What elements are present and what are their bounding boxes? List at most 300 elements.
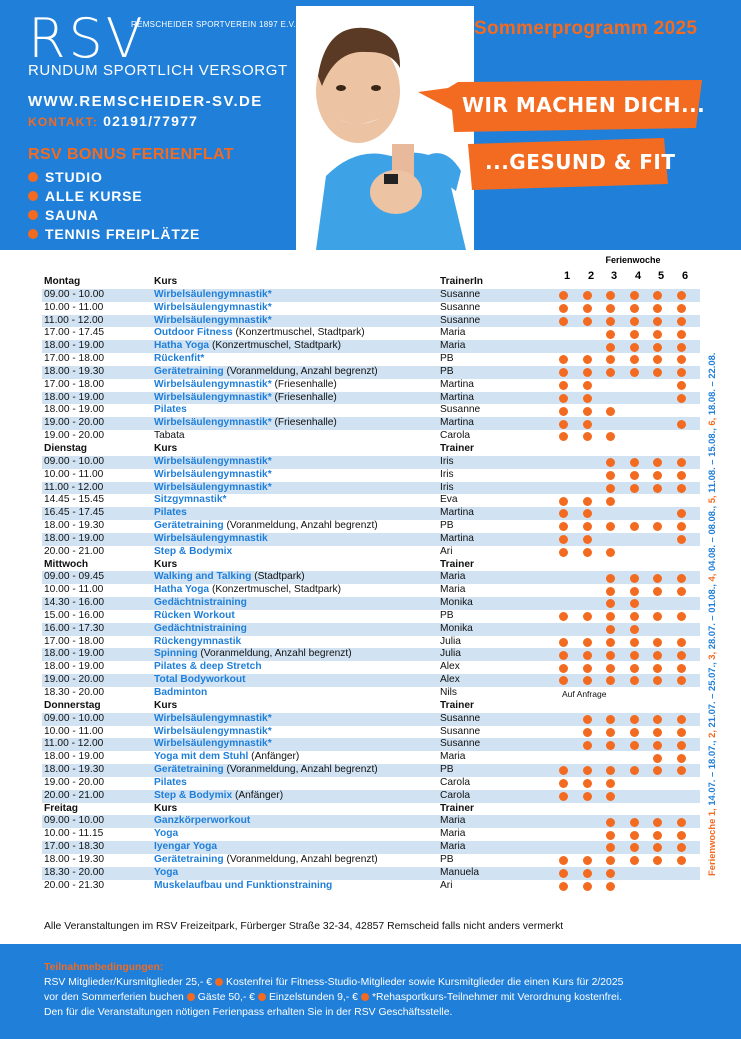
- table-row: [42, 867, 700, 880]
- bullet-icon: [28, 229, 38, 239]
- week-availability: [559, 623, 719, 636]
- week-availability: [559, 738, 719, 751]
- course-cell: [154, 803, 177, 816]
- time-cell: 17.00 - 18.00: [44, 353, 105, 365]
- week-6-dot: [677, 664, 686, 673]
- course-name: Gerätetraining: [154, 520, 224, 532]
- trainer-cell: Carola: [440, 776, 471, 788]
- week-3-dot: [606, 458, 615, 467]
- trainer-cell: Susanne: [440, 288, 481, 300]
- holiday-weeks-dates: [706, 336, 717, 876]
- on-request-note: Auf Anfrage: [562, 689, 607, 699]
- week-4-dot: [630, 291, 639, 300]
- week-5-dot: [653, 651, 662, 660]
- week-4-dot: [630, 612, 639, 621]
- week-availability: [559, 366, 719, 379]
- week-label: 5,: [706, 492, 717, 504]
- time-cell: 18.00 - 19.00: [44, 404, 105, 416]
- rsv-logo: RSV: [28, 7, 146, 70]
- week-6-dot: [677, 843, 686, 852]
- table-row: [42, 366, 700, 379]
- time-cell: 10.00 - 11.00: [44, 584, 104, 596]
- week-label: 6,: [706, 415, 717, 426]
- week-4-dot: [630, 368, 639, 377]
- week-2-dot: [583, 869, 592, 878]
- course-cell: [154, 713, 272, 726]
- week-5-dot: [653, 843, 662, 852]
- course-cell: [154, 482, 272, 495]
- week-1-dot: [559, 420, 568, 429]
- table-row: [42, 648, 700, 661]
- time-cell: 18.00 - 19.30: [44, 764, 105, 776]
- table-row: [42, 315, 700, 328]
- course-cell: [154, 867, 178, 880]
- trainer-cell: Maria: [440, 571, 466, 583]
- table-row: [42, 777, 700, 790]
- week-1-dot: [559, 676, 568, 685]
- trainer-cell: Iris: [440, 481, 454, 493]
- week-2-dot: [583, 509, 592, 518]
- course-cell: [154, 289, 272, 302]
- course-name: Step & Bodymix: [154, 545, 233, 557]
- course-cell: [154, 880, 332, 893]
- week-2-dot: [583, 728, 592, 737]
- week-5-dot: [653, 612, 662, 621]
- week-6-dot: [677, 715, 686, 724]
- week-date-range: 11.08. – 15.08.,: [706, 425, 717, 493]
- table-row: [42, 610, 700, 623]
- week-2-dot: [583, 317, 592, 326]
- week-1-dot: [559, 317, 568, 326]
- course-name: Gedächtnistraining: [154, 597, 247, 609]
- week-number: 6: [681, 270, 689, 282]
- week-availability: [559, 841, 719, 854]
- time-cell: 20.00 - 21.30: [44, 879, 105, 891]
- week-date-range: 18.08. – 22.08.: [706, 352, 717, 416]
- course-note: (Konzertmuschel, Stadtpark): [232, 327, 365, 339]
- course-cell: [154, 315, 272, 328]
- time-cell: 20.00 - 21.00: [44, 789, 105, 801]
- trainer-cell: Ari: [440, 879, 453, 891]
- week-6-dot: [677, 587, 686, 596]
- week-6-dot: [677, 535, 686, 544]
- week-5-dot: [653, 587, 662, 596]
- time-cell: 17.00 - 18.00: [44, 378, 105, 390]
- course-cell: [154, 443, 177, 456]
- week-5-dot: [653, 291, 662, 300]
- trainer-cell: Susanne: [440, 725, 481, 737]
- week-4-dot: [630, 458, 639, 467]
- week-6-dot: [677, 330, 686, 339]
- table-row: [42, 520, 700, 533]
- week-2-dot: [583, 432, 592, 441]
- week-2-dot: [583, 651, 592, 660]
- week-2-dot: [583, 856, 592, 865]
- week-availability: [559, 636, 719, 649]
- week-2-dot: [583, 291, 592, 300]
- course-cell: [154, 751, 299, 764]
- week-2-dot: [583, 381, 592, 390]
- time-cell: 09.00 - 10.00: [44, 288, 105, 300]
- week-1-dot: [559, 509, 568, 518]
- course-cell: [154, 469, 272, 482]
- week-3-dot: [606, 792, 615, 801]
- week-availability: [559, 430, 719, 443]
- week-4-dot: [630, 843, 639, 852]
- week-5-dot: [653, 484, 662, 493]
- time-cell: 18.00 - 19.30: [44, 365, 105, 377]
- trainer-cell: Maria: [440, 584, 466, 596]
- week-6-dot: [677, 368, 686, 377]
- trainer-cell: TrainerIn: [440, 276, 484, 287]
- week-2-dot: [583, 522, 592, 531]
- trainer-cell: Martina: [440, 417, 474, 429]
- table-row: [42, 880, 700, 893]
- course-name: Wirbelsäulengymnastik*: [154, 481, 272, 493]
- week-4-dot: [630, 676, 639, 685]
- trainer-cell: Trainer: [440, 699, 474, 711]
- table-row: [42, 456, 700, 469]
- course-name: Step & Bodymix: [154, 789, 233, 801]
- week-1-dot: [559, 856, 568, 865]
- trainer-cell: PB: [440, 520, 454, 532]
- week-2-dot: [583, 766, 592, 775]
- day-name: Donnerstag: [44, 699, 101, 711]
- week-availability: [559, 777, 719, 790]
- week-3-dot: [606, 355, 615, 364]
- conditions-line-3: Den für die Veranstaltungen nötigen Ferienpass erhalten Sie in der RSV Geschäftsstelle.: [44, 1007, 453, 1018]
- course-cell: [154, 456, 272, 469]
- week-availability: [559, 751, 719, 764]
- week-4-dot: [630, 522, 639, 531]
- week-3-dot: [606, 497, 615, 506]
- week-2-dot: [583, 548, 592, 557]
- week-6-dot: [677, 638, 686, 647]
- week-5-dot: [653, 574, 662, 583]
- week-3-dot: [606, 651, 615, 660]
- week-3-dot: [606, 766, 615, 775]
- course-cell: [154, 841, 217, 854]
- week-availability: [559, 482, 719, 495]
- course-cell: [154, 392, 337, 405]
- time-cell: 10.00 - 11.15: [44, 828, 104, 840]
- week-availability: [559, 790, 719, 803]
- trainer-cell: Julia: [440, 635, 461, 647]
- week-6-dot: [677, 471, 686, 480]
- course-note: (Voranmeldung, Anzahl begrenzt): [223, 853, 378, 865]
- conditions-line-1: RSV Mitglieder/Kursmitglieder 25,- € Kostenfrei für Fitness-Studio-Mitglieder sowie Kursmitglieder die einen Kurs für 2/2025: [44, 977, 624, 988]
- course-note: (Voranmeldung, Anzahl begrenzt): [197, 648, 352, 660]
- week-5-dot: [653, 458, 662, 467]
- trainer-cell: PB: [440, 853, 454, 865]
- week-4-dot: [630, 715, 639, 724]
- trainer-cell: Carola: [440, 789, 471, 801]
- time-cell: 17.00 - 17.45: [44, 327, 105, 339]
- week-6-dot: [677, 304, 686, 313]
- course-name: Gerätetraining: [154, 853, 224, 865]
- trainer-cell: Maria: [440, 751, 466, 763]
- week-1-dot: [559, 522, 568, 531]
- course-cell: [154, 636, 241, 649]
- week-4-dot: [630, 330, 639, 339]
- course-name: Wirbelsäulengymnastik*: [154, 378, 272, 390]
- table-row: [42, 327, 700, 340]
- week-availability: [559, 340, 719, 353]
- bullet-icon: [215, 978, 223, 986]
- week-4-dot: [630, 304, 639, 313]
- table-row: [42, 687, 700, 700]
- table-row: [42, 661, 700, 674]
- course-cell: [154, 584, 341, 597]
- course-name: Wirbelsäulengymnastik*: [154, 455, 272, 467]
- course-name: Wirbelsäulengymnastik*: [154, 301, 272, 313]
- course-cell: [154, 648, 352, 661]
- week-availability: [559, 828, 719, 841]
- time-cell: 17.00 - 18.00: [44, 635, 105, 647]
- bullet-icon: [258, 993, 266, 1001]
- table-row: [42, 584, 700, 597]
- trainer-cell: Susanne: [440, 712, 481, 724]
- week-date-range: 21.07. – 25.07.,: [706, 659, 717, 728]
- trainer-cell: Maria: [440, 828, 466, 840]
- course-cell: [154, 302, 272, 315]
- table-row: [42, 469, 700, 482]
- week-1-dot: [559, 394, 568, 403]
- week-5-dot: [653, 664, 662, 673]
- course-cell: [154, 726, 272, 739]
- time-cell: 14.30 - 16.00: [44, 597, 105, 609]
- week-5-dot: [653, 343, 662, 352]
- course-cell: [154, 777, 187, 790]
- week-label: 4,: [706, 571, 717, 582]
- week-2-dot: [583, 676, 592, 685]
- week-6-dot: [677, 291, 686, 300]
- week-4-dot: [630, 587, 639, 596]
- week-6-dot: [677, 394, 686, 403]
- course-name: Total Bodyworkout: [154, 674, 246, 686]
- course-name: Wirbelsäulengymnastik*: [154, 738, 272, 750]
- course-cell: [154, 559, 177, 572]
- week-label: 2,: [706, 727, 717, 738]
- tagline: RUNDUM SPORTLICH VERSORGT: [28, 62, 288, 79]
- week-availability: [559, 469, 719, 482]
- conditions-title: Teilnahmebedingungen:: [44, 962, 164, 973]
- course-name: Badminton: [154, 687, 208, 698]
- week-3-dot: [606, 779, 615, 788]
- day-name: Dienstag: [44, 442, 88, 454]
- table-row: [42, 533, 700, 546]
- trainer-cell: Eva: [440, 494, 458, 506]
- week-2-dot: [583, 792, 592, 801]
- table-row: [42, 507, 700, 520]
- contact-label: KONTAKT:: [28, 115, 99, 129]
- course-cell: [154, 417, 337, 430]
- header-banner: [0, 0, 741, 250]
- week-5-dot: [653, 522, 662, 531]
- week-availability: [559, 674, 719, 687]
- week-3-dot: [606, 715, 615, 724]
- week-5-dot: [653, 676, 662, 685]
- week-5-dot: [653, 754, 662, 763]
- course-name: Kurs: [154, 802, 178, 814]
- week-6-dot: [677, 458, 686, 467]
- week-availability: [559, 546, 719, 559]
- week-number: 3: [610, 270, 618, 282]
- trainer-cell: Maria: [440, 841, 466, 853]
- week-availability: [559, 726, 719, 739]
- week-availability: [559, 661, 719, 674]
- week-4-dot: [630, 625, 639, 634]
- time-cell: 14.45 - 15.45: [44, 494, 105, 506]
- course-cell: [154, 494, 226, 507]
- week-2-dot: [583, 368, 592, 377]
- course-cell: [154, 661, 262, 674]
- week-3-dot: [606, 843, 615, 852]
- course-cell: [154, 700, 177, 713]
- week-availability: [559, 327, 719, 340]
- week-4-dot: [630, 471, 639, 480]
- week-1-dot: [559, 638, 568, 647]
- week-1-dot: [559, 304, 568, 313]
- trainer-cell: Carola: [440, 430, 471, 442]
- week-5-dot: [653, 304, 662, 313]
- trainer-cell: Trainer: [440, 802, 474, 814]
- course-cell: [154, 815, 250, 828]
- trainer-cell: Trainer: [440, 442, 474, 454]
- trainer-cell: Julia: [440, 648, 461, 660]
- table-row: [42, 636, 700, 649]
- week-6-dot: [677, 343, 686, 352]
- week-3-dot: [606, 638, 615, 647]
- week-3-dot: [606, 317, 615, 326]
- contact-number[interactable]: 02191/77977: [103, 113, 199, 129]
- course-name: Pilates: [154, 776, 187, 788]
- week-6-dot: [677, 741, 686, 750]
- week-5-dot: [653, 368, 662, 377]
- trainer-cell: Manuela: [440, 866, 480, 878]
- trainer-cell: Susanne: [440, 738, 481, 750]
- week-4-dot: [630, 728, 639, 737]
- week-4-dot: [630, 317, 639, 326]
- week-4-dot: [630, 651, 639, 660]
- week-availability: [559, 315, 719, 328]
- week-3-dot: [606, 291, 615, 300]
- bullet-icon: [187, 993, 195, 1001]
- trainer-cell: Iris: [440, 468, 454, 480]
- bonus-item: TENNIS FREIPLÄTZE: [28, 224, 200, 243]
- week-1-dot: [559, 869, 568, 878]
- trainer-cell: Martina: [440, 378, 474, 390]
- time-cell: 18.30 - 20.00: [44, 687, 105, 698]
- table-row: [42, 417, 700, 430]
- course-note: (Anfänger): [248, 751, 300, 763]
- time-cell: 18.00 - 19.00: [44, 661, 105, 673]
- course-note: Tabata: [154, 430, 185, 442]
- table-row: [42, 571, 700, 584]
- week-1-dot: [559, 548, 568, 557]
- week-availability: [559, 456, 719, 469]
- week-number: 5: [657, 270, 665, 282]
- table-row: [42, 623, 700, 636]
- week-6-dot: [677, 355, 686, 364]
- week-label: Ferienwoche 1,: [706, 805, 717, 876]
- week-6-dot: [677, 818, 686, 827]
- table-row: [42, 353, 700, 366]
- trainer-cell: Maria: [440, 340, 466, 352]
- course-name: Muskelaufbau und Funktionstraining: [154, 879, 333, 891]
- time-cell: 11.00 - 12.00: [44, 314, 104, 326]
- trainer-cell: Alex: [440, 661, 460, 673]
- week-3-dot: [606, 612, 615, 621]
- trainer-cell: Martina: [440, 507, 474, 519]
- table-row: [42, 302, 700, 315]
- table-row: [42, 713, 700, 726]
- time-cell: 18.30 - 20.00: [44, 866, 105, 878]
- week-availability: [559, 520, 719, 533]
- course-name: Kurs: [154, 558, 178, 570]
- course-name: Sitzgymnastik*: [154, 494, 227, 506]
- week-2-dot: [583, 638, 592, 647]
- bullet-icon: [28, 191, 38, 201]
- course-note: (Friesenhalle): [271, 417, 337, 429]
- time-cell: 10.00 - 11.00: [44, 725, 104, 737]
- bullet-icon: [28, 172, 38, 182]
- course-note: (Konzertmuschel, Stadtpark): [209, 584, 342, 596]
- week-date-range: 14.07. – 18.07.,: [706, 737, 717, 806]
- course-cell: [154, 327, 365, 340]
- course-name: Wirbelsäulengymnastik*: [154, 288, 272, 300]
- day-header-row: [42, 443, 700, 456]
- day-header-row: [42, 276, 700, 289]
- course-cell: [154, 430, 185, 443]
- time-cell: 18.00 - 19.30: [44, 520, 105, 532]
- week-date-range: 28.07. – 01.08.,: [706, 581, 717, 650]
- week-6-dot: [677, 651, 686, 660]
- week-3-dot: [606, 574, 615, 583]
- week-header: Ferienwoche: [605, 255, 661, 265]
- slogan-2: ...GESUND & FIT: [485, 150, 676, 174]
- footer-conditions: [0, 944, 741, 1039]
- day-header-row: [42, 700, 700, 713]
- week-1-dot: [559, 381, 568, 390]
- course-name: Ganzkörperworkout: [154, 815, 251, 827]
- time-cell: 10.00 - 11.00: [44, 468, 104, 480]
- day-name: Mittwoch: [44, 558, 89, 570]
- table-row: [42, 494, 700, 507]
- week-availability: [559, 302, 719, 315]
- week-6-dot: [677, 317, 686, 326]
- course-cell: [154, 353, 204, 366]
- trainer-cell: Ari: [440, 545, 453, 557]
- course-name: Kurs: [154, 442, 178, 454]
- course-cell: [154, 533, 268, 546]
- week-4-dot: [630, 741, 639, 750]
- website-link[interactable]: WWW.REMSCHEIDER-SV.DE: [28, 93, 263, 110]
- table-row: [42, 482, 700, 495]
- course-name: Yoga: [154, 828, 179, 840]
- slogan-1: WIR MACHEN DICH...: [462, 93, 706, 117]
- table-row: [42, 751, 700, 764]
- week-6-dot: [677, 831, 686, 840]
- week-4-dot: [630, 818, 639, 827]
- week-5-dot: [653, 831, 662, 840]
- week-number: 1: [563, 270, 571, 282]
- course-name: Wirbelsäulengymnastik*: [154, 391, 272, 403]
- week-5-dot: [653, 330, 662, 339]
- week-availability: [559, 648, 719, 661]
- course-cell: [154, 597, 247, 610]
- week-2-dot: [583, 612, 592, 621]
